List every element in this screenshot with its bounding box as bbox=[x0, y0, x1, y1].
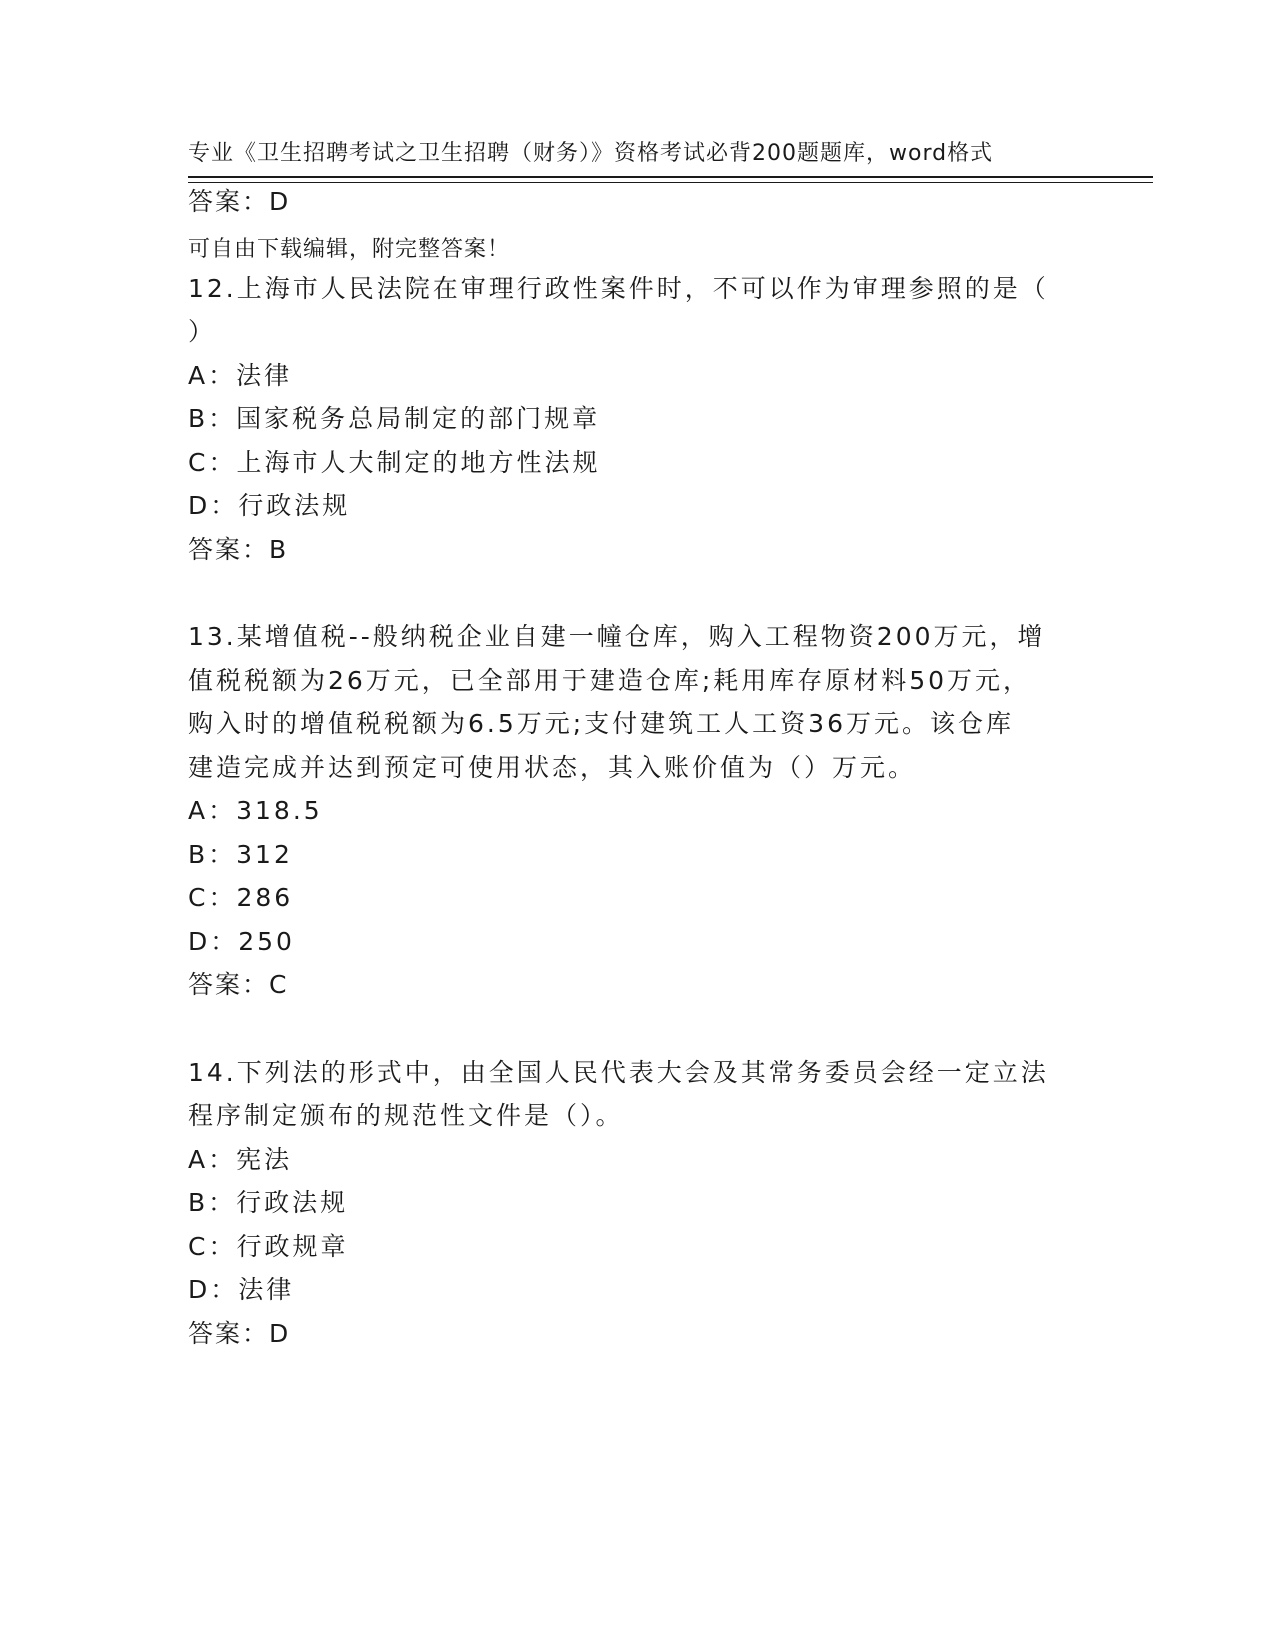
question-12-option-d: D：行政法规 bbox=[188, 491, 351, 520]
question-14-answer: 答案：D bbox=[188, 1319, 291, 1348]
question-14-option-a: A：宪法 bbox=[188, 1145, 293, 1174]
header-divider-thin bbox=[188, 182, 1153, 183]
question-14-option-b: B：行政法规 bbox=[188, 1188, 349, 1217]
question-13-stem-line-2: 值税税额为26万元，已全部用于建造仓库;耗用库存原材料50万元， bbox=[188, 666, 1032, 695]
question-12-option-c: C：上海市人大制定的地方性法规 bbox=[188, 448, 601, 477]
question-13-option-a: A：318.5 bbox=[188, 796, 323, 825]
question-13-stem-line-1: 13.某增值税--般纳税企业自建一幢仓库，购入工程物资200万元，增 bbox=[188, 622, 1046, 651]
question-14-option-d: D：法律 bbox=[188, 1275, 295, 1304]
prev-answer: 答案：D bbox=[188, 187, 291, 216]
question-12-option-b: B：国家税务总局制定的部门规章 bbox=[188, 404, 601, 433]
question-12-option-a: A：法律 bbox=[188, 361, 293, 390]
question-12-stem-line-1: 12.上海市人民法院在审理行政性案件时，不可以作为审理参照的是（ bbox=[188, 274, 1049, 303]
header-line-1: 专业《卫生招聘考试之卫生招聘（财务）》资格考试必背200题题库，word格式 bbox=[188, 141, 994, 166]
header-divider bbox=[188, 176, 1153, 178]
question-13-option-b: B：312 bbox=[188, 840, 293, 869]
question-13-option-c: C：286 bbox=[188, 883, 294, 912]
question-13-stem-line-3: 购入时的增值税税额为6.5万元;支付建筑工人工资36万元。该仓库 bbox=[188, 709, 1014, 738]
header-line-2: 可自由下载编辑，附完整答案！ bbox=[188, 237, 511, 262]
question-12-stem-line-2: ） bbox=[188, 317, 217, 346]
question-14-option-c: C：行政规章 bbox=[188, 1232, 349, 1261]
question-13-stem-line-4: 建造完成并达到预定可使用状态，其入账价值为（）万元。 bbox=[188, 753, 917, 782]
question-13-answer: 答案：C bbox=[188, 970, 289, 999]
question-14-stem-line-1: 14.下列法的形式中，由全国人民代表大会及其常务委员会经一定立法 bbox=[188, 1058, 1049, 1087]
question-12-answer: 答案：B bbox=[188, 535, 289, 564]
question-13-option-d: D：250 bbox=[188, 927, 295, 956]
question-14-stem-line-2: 程序制定颁布的规范性文件是（）。 bbox=[188, 1101, 624, 1130]
